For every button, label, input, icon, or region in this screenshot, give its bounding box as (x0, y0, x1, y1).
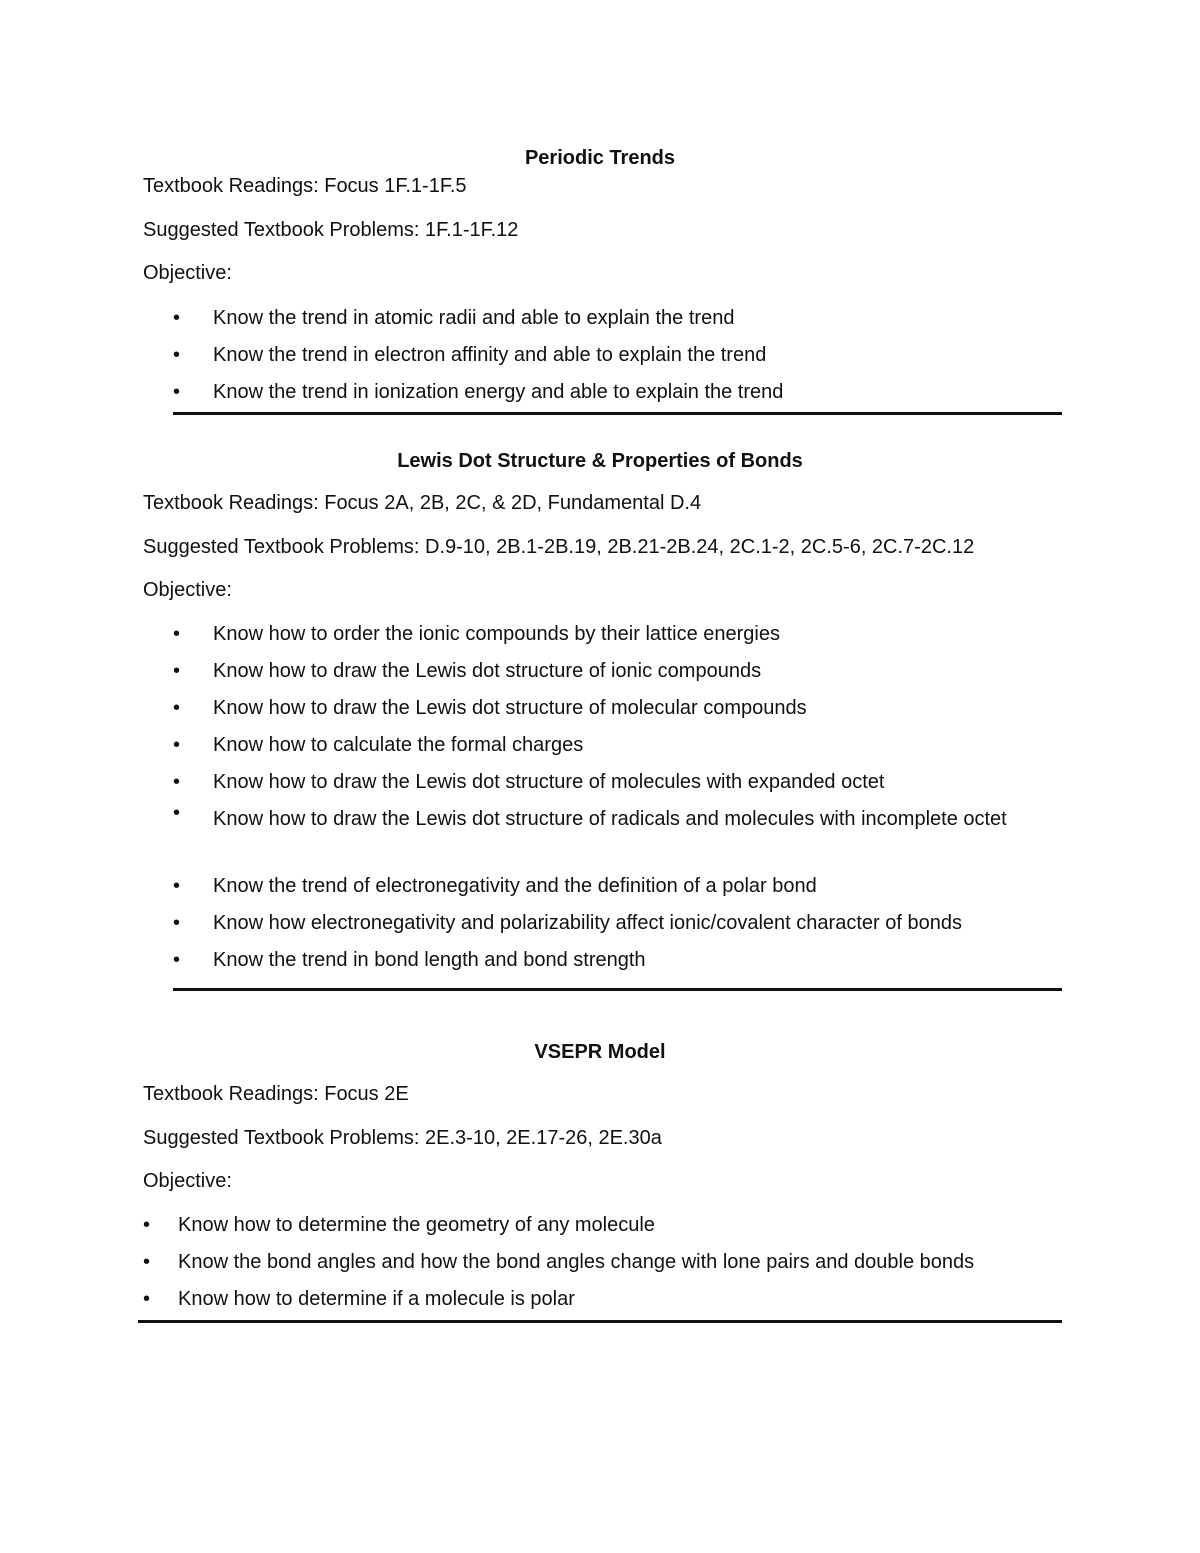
bullet-icon: • (173, 660, 181, 682)
objective-label: Objective: (143, 1170, 232, 1192)
textbook-readings: Textbook Readings: Focus 2A, 2B, 2C, & 2D, Fundamental D.4 (143, 492, 702, 514)
bullet-icon: • (143, 1288, 151, 1310)
objective-text: Know the trend of electronegativity and the definition of a polar bond (213, 875, 817, 897)
objective-text: Know the bond angles and how the bond angles change with lone pairs and double bonds (178, 1251, 975, 1273)
objective-text: Know how to draw the Lewis dot structure of ionic compounds (213, 660, 762, 682)
bullet-icon: • (173, 697, 181, 719)
objective-list (173, 306, 1063, 417)
bullet-icon: • (173, 771, 181, 793)
bullet-icon: • (173, 912, 181, 934)
bullet-icon: • (173, 623, 181, 645)
objective-text: Know how to draw the Lewis dot structure of molecules with expanded octet (213, 771, 885, 793)
objective-text: Know the trend in atomic radii and able to explain the trend (213, 307, 735, 329)
section-title-lewis-dot: Lewis Dot Structure & Properties of Bonds (397, 450, 803, 472)
list-item (173, 659, 1063, 696)
objective-text: Know how to determine the geometry of any molecule (178, 1214, 655, 1236)
objective-list (173, 622, 1063, 985)
bullet-icon: • (173, 344, 181, 366)
textbook-readings: Textbook Readings: Focus 1F.1-1F.5 (143, 175, 467, 197)
bullet-icon: • (173, 381, 181, 403)
objective-text: Know the trend in bond length and bond strength (213, 949, 646, 971)
list-item (173, 306, 1063, 343)
objective-label: Objective: (143, 579, 232, 601)
suggested-problems: Suggested Textbook Problems: D.9-10, 2B.1-2B.19, 2B.21-2B.24, 2C.1-2, 2C.5-6, 2C.7-2C.12 (143, 536, 975, 558)
bullet-icon: • (143, 1214, 151, 1236)
objective-text: Know how to draw the Lewis dot structure of radicals and molecules with incomplete octet (213, 808, 1007, 830)
bullet-icon: • (143, 1251, 151, 1273)
objective-text: Know how electronegativity and polarizability affect ionic/covalent character of bonds (213, 912, 962, 934)
bullet-icon: • (173, 734, 181, 756)
list-item (173, 801, 1063, 874)
list-item (143, 1287, 1063, 1324)
objective-text: Know how to determine if a molecule is polar (178, 1288, 575, 1310)
list-item (173, 622, 1063, 659)
objective-list (143, 1213, 1063, 1324)
objective-label: Objective: (143, 262, 232, 284)
objective-text: Know how to draw the Lewis dot structure of molecular compounds (213, 697, 807, 719)
objective-text: Know how to calculate the formal charges (213, 734, 584, 756)
list-item (173, 696, 1063, 733)
section-divider (173, 412, 1062, 415)
list-item (173, 948, 1063, 985)
list-item (143, 1213, 1063, 1250)
bullet-icon: • (173, 875, 181, 897)
section-divider (138, 1320, 1062, 1323)
textbook-readings: Textbook Readings: Focus 2E (143, 1083, 409, 1105)
section-title-periodic-trends: Periodic Trends (524, 147, 676, 169)
bullet-icon: • (173, 802, 181, 824)
bullet-icon: • (173, 307, 181, 329)
suggested-problems: Suggested Textbook Problems: 2E.3-10, 2E.17-26, 2E.30a (143, 1127, 662, 1149)
list-item (173, 733, 1063, 770)
objective-text: Know the trend in ionization energy and able to explain the trend (213, 381, 784, 403)
objective-text: Know how to order the ionic compounds by their lattice energies (213, 623, 780, 645)
list-item (143, 1250, 1063, 1287)
objective-text: Know the trend in electron affinity and able to explain the trend (213, 344, 767, 366)
list-item (173, 911, 1063, 948)
list-item (173, 343, 1063, 380)
suggested-problems: Suggested Textbook Problems: 1F.1-1F.12 (143, 219, 519, 241)
bullet-icon: • (173, 949, 181, 971)
section-divider (173, 988, 1062, 991)
section-title-vsepr: VSEPR Model (534, 1041, 666, 1063)
list-item (173, 874, 1063, 911)
